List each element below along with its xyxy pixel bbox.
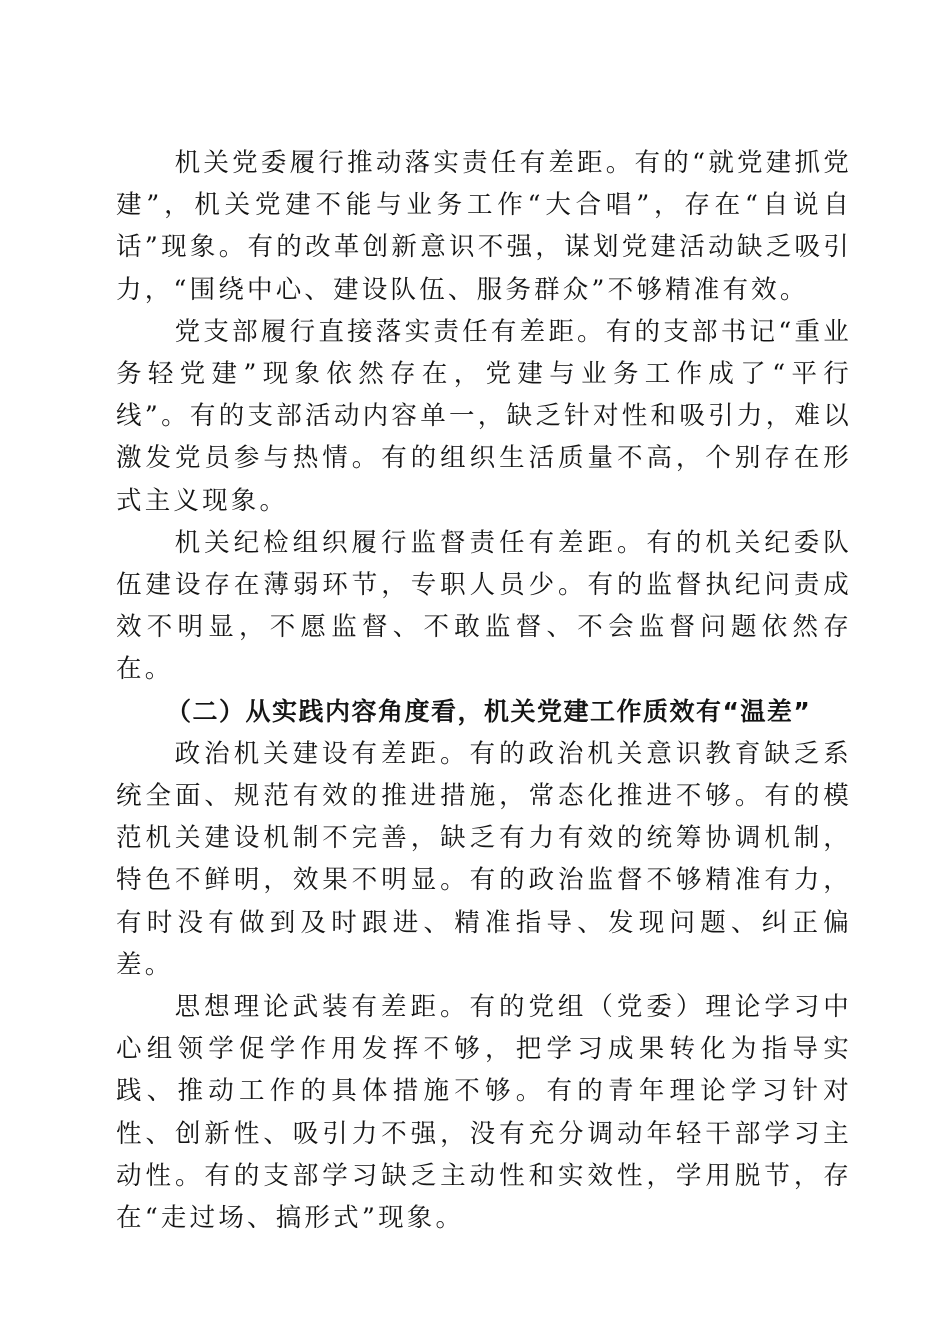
- paragraph-party-committee-responsibility: 机关党委履行推动落实责任有差距。有的“就党建抓党建”，机关党建不能与业务工作“大合唱”，存在“自说自话”现象。有的改革创新意识不强，谋划党建活动缺乏吸引力，“围绕中心、建设队伍、服务群众”不够精准有效。: [116, 148, 852, 305]
- paragraph-political-organ-building: 政治机关建设有差距。有的政治机关意识教育缺乏系统全面、规范有效的推进措施，常态化推进不够。有的模范机关建设机制不完善，缺乏有力有效的统筹协调机制，特色不鲜明，效果不明显。有的政治监督不够精准有力，有时没有做到及时跟进、精准指导、发现问题、纠正偏差。: [116, 738, 852, 980]
- document-body: [116, 142, 852, 1239]
- paragraph-theoretical-study: 思想理论武装有差距。有的党组（党委）理论学习中心组领学促学作用发挥不够，把学习成果转化为指导实践、推动工作的具体措施不够。有的青年理论学习针对性、创新性、吸引力不强，没有充分调动年轻干部学习主动性。有的支部学习缺乏主动性和实效性，学用脱节，存在“走过场、搞形式”现象。: [116, 992, 852, 1234]
- paragraph-discipline-inspection-responsibility: 机关纪检组织履行监督责任有差距。有的机关纪委队伍建设存在薄弱环节，专职人员少。有的监督执纪问责成效不明显，不愿监督、不敢监督、不会监督问题依然存在。: [116, 527, 852, 685]
- section-heading: （二）从实践内容角度看，机关党建工作质效有“温差”: [166, 696, 812, 726]
- paragraph-party-branch-responsibility: 党支部履行直接落实责任有差距。有的支部书记“重业务轻党建”现象依然存在，党建与业务工作成了“平行线”。有的支部活动内容单一，缺乏针对性和吸引力，难以激发党员参与热情。有的组织生活质量不高，个别存在形式主义现象。: [116, 316, 852, 516]
